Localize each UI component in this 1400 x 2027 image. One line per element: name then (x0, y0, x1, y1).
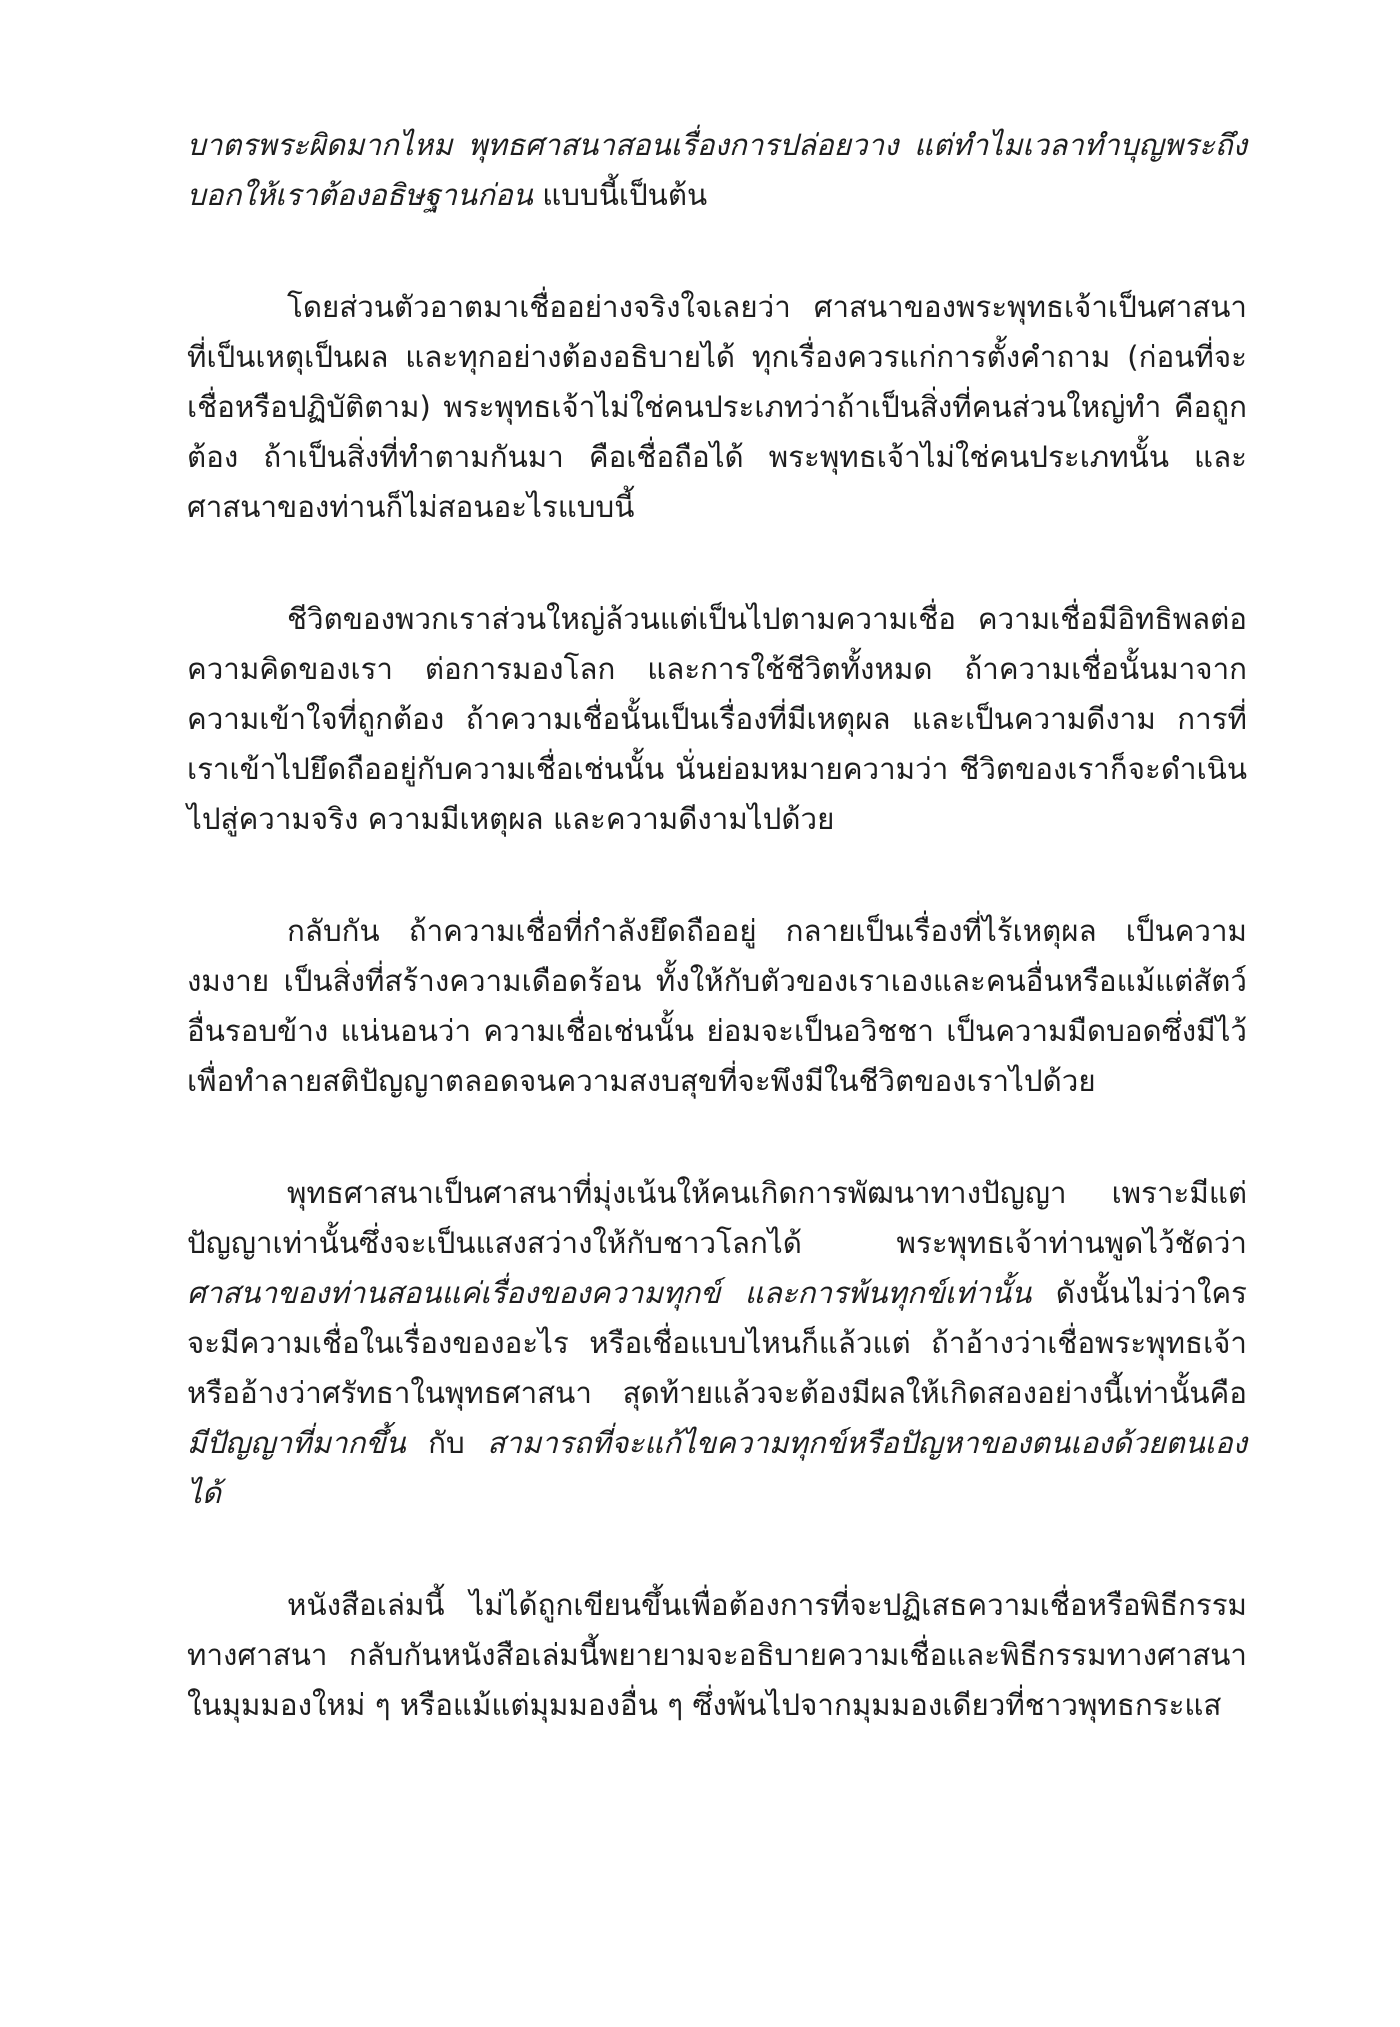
paragraph-5 (187, 1168, 1247, 1518)
body-text: โดยส่วนตัวอาตมาเชื่ออย่างจริงใจเลยว่า ศาสนาของพระพุทธเจ้าเป็นศาสนาที่เป็นเหตุเป็นผล และทุกอย่างต้องอธิบายได้ ทุกเรื่องควรแก่การตั้งคำถาม (ก่อนที่จะเชื่อหรือปฏิบัติตาม) พระพุทธเจ้าไม่ใช่คนประเภทว่าถ้าเป็นสิ่งที่คนส่วนใหญ่ทำ คือถูกต้อง ถ้าเป็นสิ่งที่ทำตามกันมา คือเชื่อถือได้ พระพุทธเจ้าไม่ใช่คนประเภทนั้น และศาสนาของท่านก็ไม่สอนอะไรแบบนี้ (187, 290, 1247, 524)
paragraph-2 (187, 282, 1247, 532)
body-text: กลับกัน ถ้าความเชื่อที่กำลังยึดถืออยู่ กลายเป็นเรื่องที่ไร้เหตุผล เป็นความงมงาย เป็นสิ่งที่สร้างความเดือดร้อน ทั้งให้กับตัวของเราเองและคนอื่นหรือแม้แต่สัตว์อื่นรอบข้าง แน่นอนว่า ความเชื่อเช่นนั้น ย่อมจะเป็นอวิชชา เป็นความมืดบอดซึ่งมีไว้เพื่อทำลายสติปัญญาตลอดจนความสงบสุขที่จะพึงมีในชีวิตของเราไปด้วย (187, 914, 1247, 1098)
italic-text: มีปัญญาที่มากขึ้น (187, 1426, 406, 1460)
body-text: ชีวิตของพวกเราส่วนใหญ่ล้วนแต่เป็นไปตามความเชื่อ ความเชื่อมีอิทธิพลต่อความคิดของเรา ต่อการมองโลก และการใช้ชีวิตทั้งหมด ถ้าความเชื่อนั้นมาจากความเข้าใจที่ถูกต้อง ถ้าความเชื่อนั้นเป็นเรื่องที่มีเหตุผล และเป็นความดีงาม การที่เราเข้าไปยึดถืออยู่กับความเชื่อเช่นนั้น นั่นย่อมหมายความว่า ชีวิตของเราก็จะดำเนินไปสู่ความจริง ความมีเหตุผล และความดีงามไปด้วย (187, 602, 1247, 836)
body-text: ดังนั้นไม่ว่าใครจะมีความเชื่อในเรื่องของอะไร หรือเชื่อแบบไหนก็แล้วแต่ ถ้าอ้างว่าเชื่อพระพุทธเจ้าหรืออ้างว่าศรัทธาในพุทธศาสนา สุดท้ายแล้วจะต้องมีผลให้เกิดสองอย่างนี้เท่านั้นคือ (187, 1276, 1248, 1410)
italic-text: บาตรพระผิดมากไหม พุทธศาสนาสอนเรื่องการปล่อยวาง แต่ทำไมเวลาทำบุญพระถึงบอกให้เราต้องอธิษฐานก่อน (187, 128, 1247, 212)
paragraph-3 (187, 594, 1247, 844)
body-text: พุทธศาสนาเป็นศาสนาที่มุ่งเน้นให้คนเกิดการพัฒนาทางปัญญา เพราะมีแต่ปัญญาเท่านั้นซึ่งจะเป็นแสงสว่างให้กับชาวโลกได้ พระพุทธเจ้าท่านพูดไว้ชัดว่า (187, 1176, 1247, 1260)
body-text: แบบนี้เป็นต้น (532, 178, 708, 212)
paragraph-4 (187, 906, 1247, 1106)
paragraph-1 (187, 120, 1247, 220)
document-page (187, 120, 1247, 1730)
body-text: หนังสือเล่มนี้ ไม่ได้ถูกเขียนขึ้นเพื่อต้องการที่จะปฏิเสธความเชื่อหรือพิธีกรรมทางศาสนา กลับกันหนังสือเล่มนี้พยายามจะอธิบายความเชื่อและพิธีกรรมทางศาสนาในมุมมองใหม่ ๆ หรือแม้แต่มุมมองอื่น ๆ ซึ่งพ้นไปจากมุมมองเดียวที่ชาวพุทธกระแส (187, 1588, 1247, 1722)
italic-text: สามารถที่จะแก้ไขความทุกข์หรือปัญหาของตนเองด้วยตนเองได้ (187, 1426, 1247, 1510)
paragraph-6 (187, 1580, 1247, 1730)
body-text: กับ (405, 1426, 488, 1460)
italic-text: ศาสนาของท่านสอนแค่เรื่องของความทุกข์ และการพ้นทุกข์เท่านั้น (187, 1276, 1032, 1310)
